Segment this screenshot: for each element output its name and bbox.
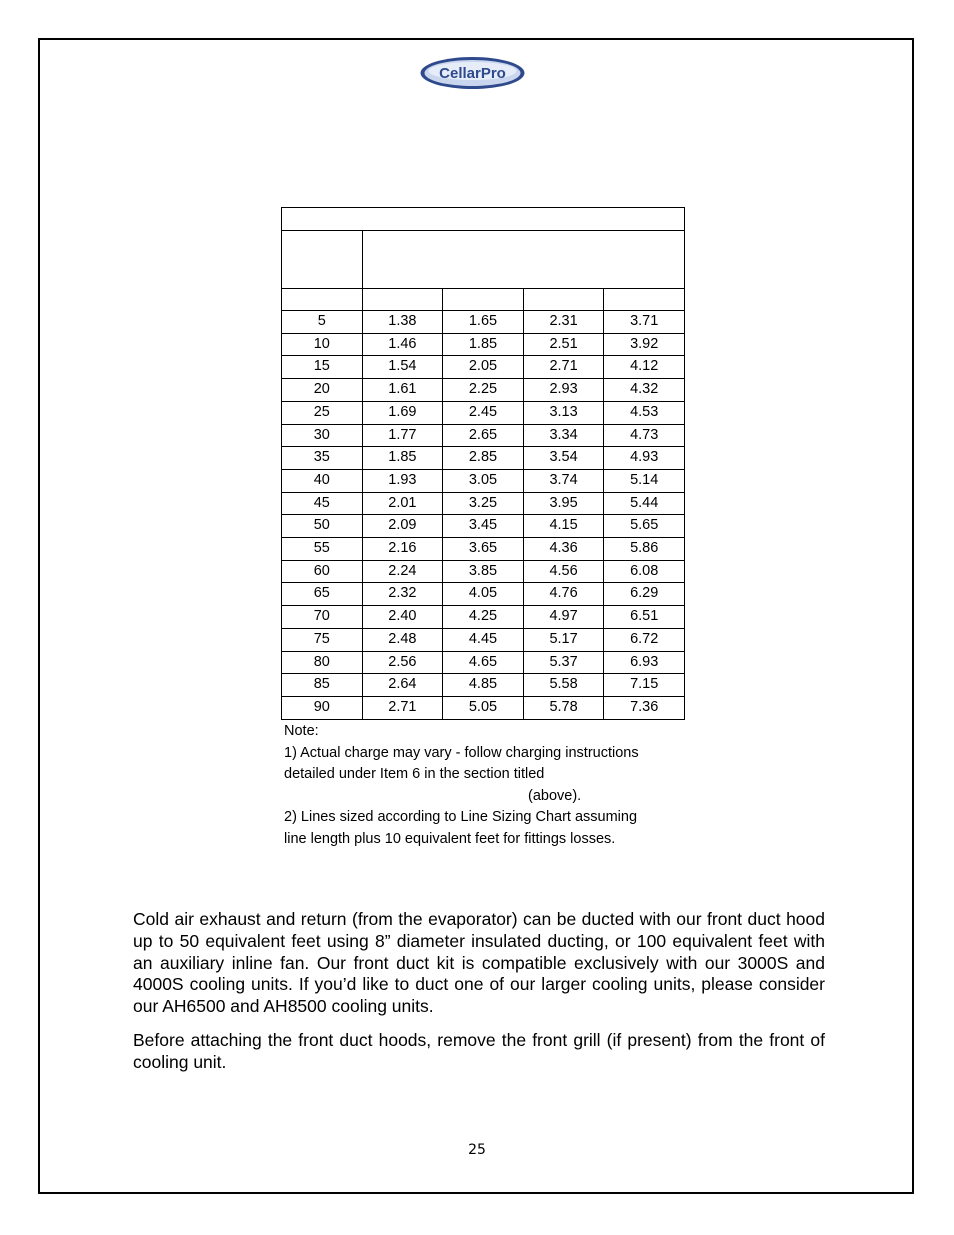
table-cell-charge: 5.17 (523, 628, 604, 651)
table-cell-charge: 6.72 (604, 628, 685, 651)
table-cell-length: 75 (282, 628, 363, 651)
table-cell-charge: 5.78 (523, 696, 604, 719)
table-row (282, 379, 685, 402)
table-cell-charge: 2.25 (443, 379, 524, 402)
table-cell-charge: 2.93 (523, 379, 604, 402)
table-row (282, 583, 685, 606)
table-row (282, 492, 685, 515)
table-cell-charge: 1.69 (362, 401, 443, 424)
table-cell-charge: 2.85 (443, 447, 524, 470)
table-cell-length: 40 (282, 469, 363, 492)
note-line-4: 2) Lines sized according to Line Sizing Chart assuming (284, 809, 638, 826)
table-title-row (282, 208, 685, 231)
table-cell-length: 35 (282, 447, 363, 470)
table-cell-charge: 2.45 (443, 401, 524, 424)
table-cell-charge: 1.65 (443, 311, 524, 334)
table-cell-charge: 3.92 (604, 333, 685, 356)
table-cell-charge: 5.58 (523, 674, 604, 697)
table-cell-charge: 4.12 (604, 356, 685, 379)
table-row (282, 560, 685, 583)
table-cell-length: 30 (282, 424, 363, 447)
table-row (282, 311, 685, 334)
table-row (282, 651, 685, 674)
table-cell-charge: 2.05 (443, 356, 524, 379)
table-cell-charge: 3.45 (443, 515, 524, 538)
table-cell-length: 45 (282, 492, 363, 515)
table-cell-charge: 2.48 (362, 628, 443, 651)
table-row (282, 606, 685, 629)
table-notes (284, 721, 694, 851)
table-cell-charge: 4.73 (604, 424, 685, 447)
table-row (282, 469, 685, 492)
table-cell-charge: 3.05 (443, 469, 524, 492)
table-cell-charge: 2.56 (362, 651, 443, 674)
table-cell-length: 90 (282, 696, 363, 719)
table-row (282, 401, 685, 424)
table-cell-charge: 6.29 (604, 583, 685, 606)
table-cell-charge: 4.36 (523, 538, 604, 561)
table-cell-charge: 3.74 (523, 469, 604, 492)
table-cell-charge: 4.05 (443, 583, 524, 606)
refrigerant-charge-table (281, 207, 685, 720)
table-cell-charge: 5.44 (604, 492, 685, 515)
table-cell-charge: 2.71 (523, 356, 604, 379)
table-cell-charge: 5.14 (604, 469, 685, 492)
table-cell-charge: 1.46 (362, 333, 443, 356)
table-cell-charge: 3.25 (443, 492, 524, 515)
body-text (133, 909, 825, 1086)
table-row (282, 447, 685, 470)
table-cell-charge: 2.31 (523, 311, 604, 334)
table-cell-charge: 2.09 (362, 515, 443, 538)
cellarpro-logo (419, 56, 526, 90)
table-cell-charge: 3.13 (523, 401, 604, 424)
table-cell-charge: 2.51 (523, 333, 604, 356)
table-cell-charge: 7.15 (604, 674, 685, 697)
table-cell-charge: 4.97 (523, 606, 604, 629)
table-header-row (282, 231, 685, 289)
table-cell-charge: 2.40 (362, 606, 443, 629)
table-cell-charge: 1.85 (443, 333, 524, 356)
table-cell-length: 85 (282, 674, 363, 697)
table-cell-charge: 2.32 (362, 583, 443, 606)
table-cell-length: 5 (282, 311, 363, 334)
table-cell-charge: 7.36 (604, 696, 685, 719)
table-cell-length: 50 (282, 515, 363, 538)
table-cell-charge: 4.53 (604, 401, 685, 424)
table-cell-charge: 1.93 (362, 469, 443, 492)
table-cell-charge: 2.71 (362, 696, 443, 719)
table-cell-charge: 4.56 (523, 560, 604, 583)
table-row (282, 515, 685, 538)
logo-text: CellarPro (439, 65, 506, 82)
table-cell-charge: 4.45 (443, 628, 524, 651)
table-cell-charge: 3.71 (604, 311, 685, 334)
table-cell-charge: 5.65 (604, 515, 685, 538)
table-cell-length: 60 (282, 560, 363, 583)
table-row (282, 538, 685, 561)
table-cell-length: 15 (282, 356, 363, 379)
paragraph-duct-info: Cold air exhaust and return (from the evaporator) can be ducted with our front duct hood up to 50 equivalent feet using 8” diameter insulated ducting, or 100 equivalent feet with an auxiliary inline fan. Our front duct kit is compatible exclusively with our 3000S and 4000S cooling units. If you’d like to duct one of our larger cooling units, please consider our AH6500 and AH8500 cooling units. (133, 909, 825, 1017)
table-cell-charge: 2.65 (443, 424, 524, 447)
table-row (282, 674, 685, 697)
table-cell-charge: 6.08 (604, 560, 685, 583)
page-number: 25 (468, 1142, 486, 1158)
table-cell-charge: 1.85 (362, 447, 443, 470)
table-cell-charge: 4.65 (443, 651, 524, 674)
paragraph-grill-info: Before attaching the front duct hoods, remove the front grill (if present) from the front of cooling unit. (133, 1029, 825, 1072)
table-cell-charge: 4.93 (604, 447, 685, 470)
table-cell-charge: 2.16 (362, 538, 443, 561)
table-cell-charge: 2.01 (362, 492, 443, 515)
note-line-2: detailed under Item 6 in the section titled (284, 766, 545, 783)
table-row (282, 424, 685, 447)
note-line-5: line length plus 10 equivalent feet for fittings losses. (284, 830, 616, 847)
table-row (282, 333, 685, 356)
table-cell-charge: 3.65 (443, 538, 524, 561)
table-row (282, 628, 685, 651)
table-cell-charge: 4.76 (523, 583, 604, 606)
note-line-1: 1) Actual charge may vary - follow charging instructions (284, 744, 639, 761)
table-row (282, 696, 685, 719)
table-cell-length: 25 (282, 401, 363, 424)
table-cell-length: 55 (282, 538, 363, 561)
table-cell-charge: 1.77 (362, 424, 443, 447)
table-cell-charge: 3.54 (523, 447, 604, 470)
table-cell-charge: 4.25 (443, 606, 524, 629)
table-cell-charge: 5.05 (443, 696, 524, 719)
table-cell-charge: 6.51 (604, 606, 685, 629)
table-cell-charge: 3.34 (523, 424, 604, 447)
table-cell-charge: 1.54 (362, 356, 443, 379)
table-cell-length: 20 (282, 379, 363, 402)
table-cell-charge: 1.38 (362, 311, 443, 334)
table-cell-charge: 5.86 (604, 538, 685, 561)
table-row (282, 356, 685, 379)
note-line-3: (above). (528, 787, 582, 804)
table-cell-charge: 2.24 (362, 560, 443, 583)
table-cell-charge: 2.64 (362, 674, 443, 697)
table-cell-charge: 3.95 (523, 492, 604, 515)
table-cell-charge: 1.61 (362, 379, 443, 402)
table-cell-charge: 4.15 (523, 515, 604, 538)
table-cell-length: 70 (282, 606, 363, 629)
table-cell-charge: 4.85 (443, 674, 524, 697)
table-units-row (282, 289, 685, 311)
table-cell-charge: 6.93 (604, 651, 685, 674)
table-cell-charge: 5.37 (523, 651, 604, 674)
table-cell-length: 10 (282, 333, 363, 356)
table-cell-charge: 3.85 (443, 560, 524, 583)
table-cell-charge: 4.32 (604, 379, 685, 402)
note-heading: Note: (284, 723, 319, 739)
table-cell-length: 80 (282, 651, 363, 674)
table-cell-length: 65 (282, 583, 363, 606)
